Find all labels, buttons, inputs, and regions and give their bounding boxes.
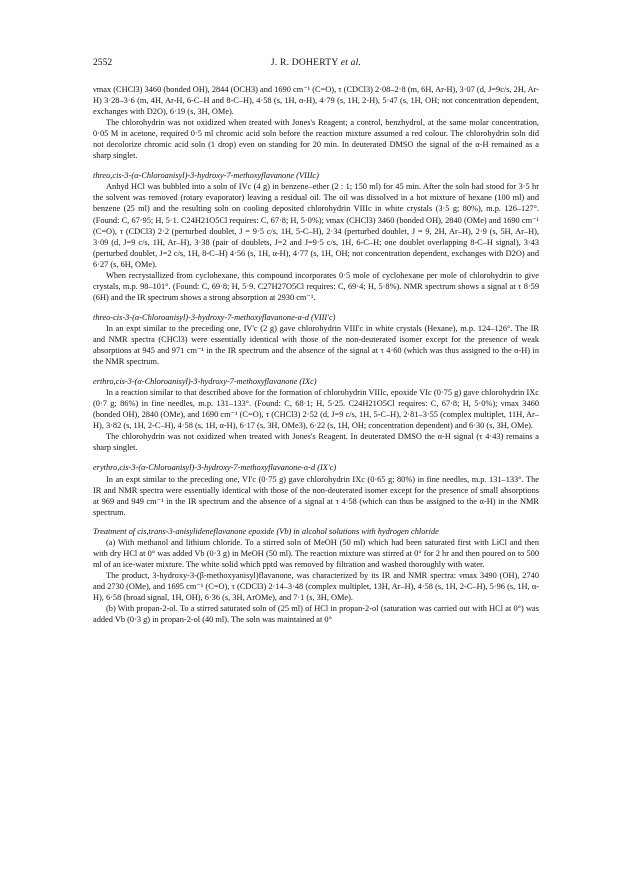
paragraph-characterization: The product, 3-hydroxy-3-(β-methoxyanisyl)flavanone, was characterized by its IR and NMR spectra: νmax 3490 (OH), 2740 and 2730 (OMe), and 1695 cm⁻¹ (C=O), τ (CDCl3) 2·14–3·48 (complex multiplet, 13H, Ar–H), 4·58 (s, 1H, 2-C–H), 5·96 (s, 1H, α-H), 6·58 (broad signal, 1H, OH), 6·36 (s, 3H, ArOMe), and 7·1 (s, 3H, OMe). — [93, 570, 539, 602]
paragraph-procedure: (a) With methanol and lithium chloride. To a stirred soln of MeOH (50 ml) which had been saturated first with LiCl and then with dry HCl at 0° was added Vb (0·3 g) in MeOH (50 ml). The reaction mixture was stirred at 0° for 2 hr and then poured on to 500 ml of an ice-water mixture. The white solid which pptd was removed by filtration and washed thoroughly with water. — [93, 537, 539, 569]
paragraph-spectra: νmax (CHCl3) 3460 (bonded OH), 2844 (OCH3) and 1690 cm⁻¹ (C=O), τ (CDCl3) 2·08–2·8 (m, 6H, Ar-H), 3·07 (d, J=9c/s, 2H, Ar-H) 3·28–3·6 (m, 4H, Ar-H, 6-C–H and 8-C–H), 4·58 (s, 1H, α-H), 4·79 (s, 1H, 2-H), 5·47 (s, 1H, OH; not concentration dependent, exchanges with D2O), 6·19 (s, 3H, OMe). — [93, 85, 539, 117]
compound-title: erthro,cis-3-(α-Chloroanisyl)-3-hydroxy-7-methoxyflavanone (IXc) — [93, 377, 317, 387]
paragraph-oxidation-test: The chlorohydrin was not oxidized when treated with Jones's Reagent. In deuterated DMSO the α-H signal (τ 4·43) remains a sharp singlet. — [93, 432, 539, 453]
compound-title: erythro,cis-3-(α-Chloroanisyl)-3-hydroxy-7-methoxyflavanone-α-d (IX'c) — [93, 463, 337, 473]
running-etal: et al. — [340, 57, 362, 68]
compound-title: threo-cis-3-(α-Chloroanisyl)-3-hydroxy-7-methoxyflavanone-α-d (VIII'c) — [93, 312, 336, 322]
compound-title: threo,cis-3-(α-Chloroanisyl)-3-hydroxy-7-methoxyflavanone (VIIIc) — [93, 171, 319, 181]
paragraph-procedure: (b) With propan-2-ol. To a stirred saturated soln of (25 ml) of HCl in propan-2-ol (saturation was carried out with HCl at 0°) was added Vb (0·3 g) in propan-2-ol (40 ml). The soln was maintained at 0° — [93, 604, 539, 625]
paragraph-recrystallization: When recrystallized from cyclohexane, this compound incorporates 0·5 mole of cyclohexane per mole of chlorohydrin to give crystals, m.p. 98–101°. (Found: C, 69·8; H, 5·9. C27H27O5Cl requires: C, 69·4; H, 5·8%). NMR spectrum shows a signal at τ 8·59 (6H) and the IR spectrum shows a strong absorption at 2930 cm⁻¹. — [93, 270, 539, 302]
page-header — [93, 57, 539, 71]
page-body — [93, 84, 539, 625]
paragraph-procedure: In an expt similar to the preceding one, IV'c (2 g) gave chlorohydrin VIII'c in white crystals (Hexane), m.p. 124–126°. The IR and NMR spectra (CHCl3) were essentially identical with those of the non-deuterated isomer except for the presence of weak absorptions at 945 and 971 cm⁻¹ in the IR spectrum and the absence of the signal at τ 4·60 (which was thus assigned to the α-H) in the NMR spectrum. — [93, 323, 539, 367]
running-author: J. R. DOHERTY — [270, 57, 339, 68]
paragraph-procedure: In a reaction similar to that described above for the formation of chlorohydrin VIIIc, epoxide VIc (0·75 g) gave chlorohydrin IXc (0·7 g; 86%) in fine needles, m.p. 131–133°. (Found: C, 68·1; H, 5·25. C24H21O5Cl requires: C, 67·8; H, 5·0%); νmax 3460 (bonded OH), 2840 (OMe), and 1690 cm⁻¹ (C=O), τ (CHCl3) 2·52 (d, J=9 c/s, 1H, 5-C–H), 2·81–3·55 (complex multiplet, 11H, Ar–H), 3·82 (s, 1H, 2-C–H), 4·58 (s, 1H, α-H), 6·17 (s, 3H, OMe3), 6·22 (s, 1H, OH; concentration dependent) and 6·30 (s, 3H, OMe). — [93, 388, 539, 431]
page-number: 2552 — [93, 57, 113, 68]
paragraph-procedure: Anhyd HCl was bubbled into a soln of IVc (4 g) in benzene–ether (2 : 1; 150 ml) for 45 min. After the soln had stood for 3·5 hr the solvent was removed (rotary evaporator) leaving a residual oil. The oil was dissolved in a hot mixture of hexane (100 ml) and benzene (25 ml) and the resulting soln on cooling deposited chlorohydrin VIIIc in white crystals (3·5 g; 80%), m.p. 126–127°. (Found: C, 67·95; H, 5·1. C24H21O5Cl requires: C, 67·8; H, 5·0%); νmax (CHCl3) 3460 (bonded OH), 2840 (OMe) and 1690 cm⁻¹ (C=O), τ (CDCl3) 2·2 (perturbed doublet, J = 9·5 c/s, 1H, 5-C–H), 2·34 (perturbed doublet, J = 9, 2H, Ar–H), 2·9 (s, 5H, Ar–H), 3·09 (d, J=9 c/s, 1H, Ar–H), 3·38 (pair of doublets, J=2 and J=9·5 c/s, 1H, 6-C–H; one doublet overlapping 8-C–H signal), 3·43 (perturbed doublet, J=2 c/s, 1H, 8-C–H) 4·56 (s, 1H, α-H), 4·77 (s, 1H, OH; not concentration dependent, exchanges with D2O) and 6·27 (s, 6H, OMe). — [93, 182, 539, 269]
running-head — [93, 57, 539, 68]
paragraph-oxidation-test: The chlorohydrin was not oxidized when treated with Jones's Reagent; a control, benzhydrol, at the same molar concentration, 0·05 M in acetone, required 0·5 ml chromic acid soln before the reaction mixture assumed a red colour. The chlorohydrin soln did not decolorize chromic acid soln (1 drop) even on standing for 20 min. In deuterated DMSO the signal of the α-H remained as a sharp singlet. — [93, 118, 539, 161]
section-heading: Treatment of cis,trans-3-anisylideneflavanone epoxide (Vb) in alcohol solutions with hydrogen chloride — [93, 526, 439, 536]
paragraph-procedure: In an expt similar to the preceding one, VI'c (0·75 g) gave chlorohydrin IXc (0·65 g; 80%) in fine needles, m.p. 131–133°. The IR and NMR spectra were essentially identical with those of the non-deuterated isomer except for the presence of small absorptions at 969 and 949 cm⁻¹ in the IR spectrum and the absence of a signal at τ 4·58 (which can thus be assigned to the α-H) in the NMR spectrum. — [93, 474, 539, 517]
